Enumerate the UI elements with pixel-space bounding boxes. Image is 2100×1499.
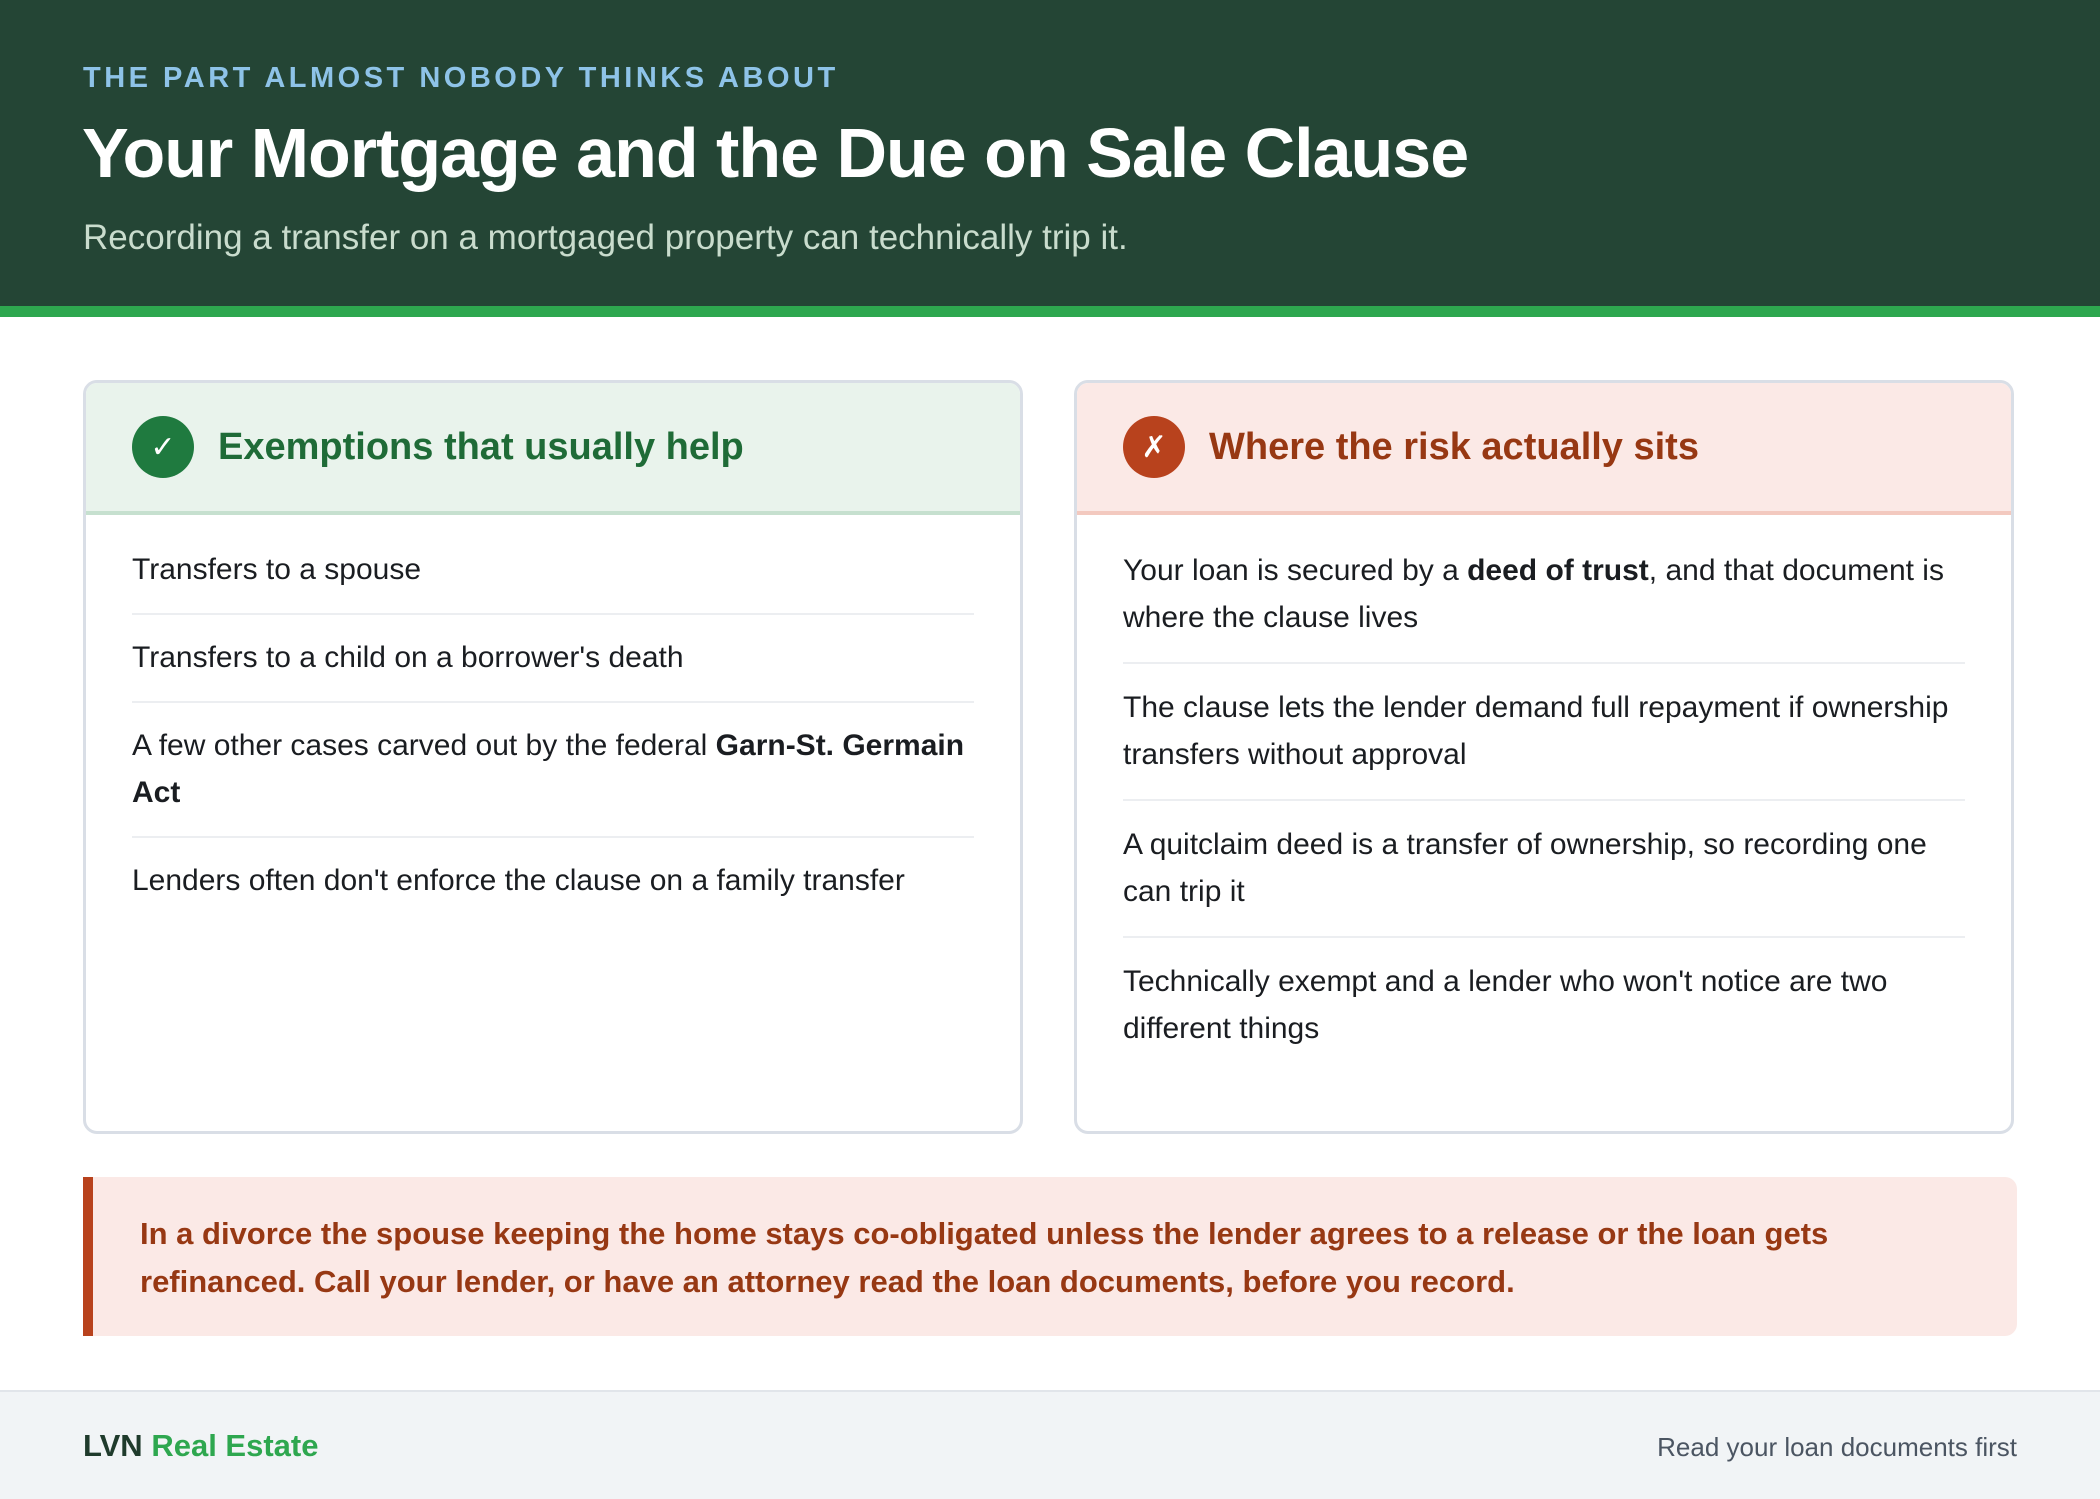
exemptions-card-header <box>86 383 1020 515</box>
page-title: Your Mortgage and the Due on Sale Clause <box>82 114 1469 192</box>
risks-card <box>1074 380 2014 1134</box>
risks-card-title: Where the risk actually sits <box>1209 425 1699 468</box>
exemptions-card-title: Exemptions that usually help <box>218 425 744 468</box>
list-item: A quitclaim deed is a transfer of ownership, so recording one can trip it <box>1123 801 1965 938</box>
warning-callout <box>83 1177 2017 1336</box>
header-banner <box>0 0 2100 317</box>
list-item: Your loan is secured by a deed of trust, and that document is where the clause lives <box>1123 527 1965 664</box>
list-item: A few other cases carved out by the federal Garn-St. Germain Act <box>132 703 974 838</box>
list-item: Transfers to a child on a borrower's death <box>132 615 974 703</box>
eyebrow-label: THE PART ALMOST NOBODY THINKS ABOUT <box>83 62 839 94</box>
list-item: Technically exempt and a lender who won't notice are two different things <box>1123 965 1888 1045</box>
page-subtitle: Recording a transfer on a mortgaged property can technically trip it. <box>83 218 1128 257</box>
risks-list <box>1077 515 2011 1073</box>
bold-term: Garn-St. Germain Act <box>132 729 965 809</box>
list-item: Transfers to a spouse <box>132 527 974 615</box>
list-item: Lenders often don't enforce the clause on a family transfer <box>132 864 905 897</box>
bold-term: deed of trust <box>1467 554 1649 587</box>
footer <box>0 1390 2100 1499</box>
x-icon: ✗ <box>1123 416 1185 478</box>
callout-text: In a divorce the spouse keeping the home stays co-obligated unless the lender agrees to a release or the loan gets refinanced. Call your lender, or have an attorney read the loan documents, before you record. <box>140 1216 1829 1299</box>
exemptions-list <box>86 515 1020 924</box>
brand-logo: LVN Real Estate <box>83 1428 319 1463</box>
risks-card-header <box>1077 383 2011 515</box>
list-item: The clause lets the lender demand full repayment if ownership transfers without approval <box>1123 664 1965 801</box>
check-icon: ✓ <box>132 416 194 478</box>
footer-tagline: Read your loan documents first <box>1657 1432 2017 1462</box>
exemptions-card <box>83 380 1023 1134</box>
